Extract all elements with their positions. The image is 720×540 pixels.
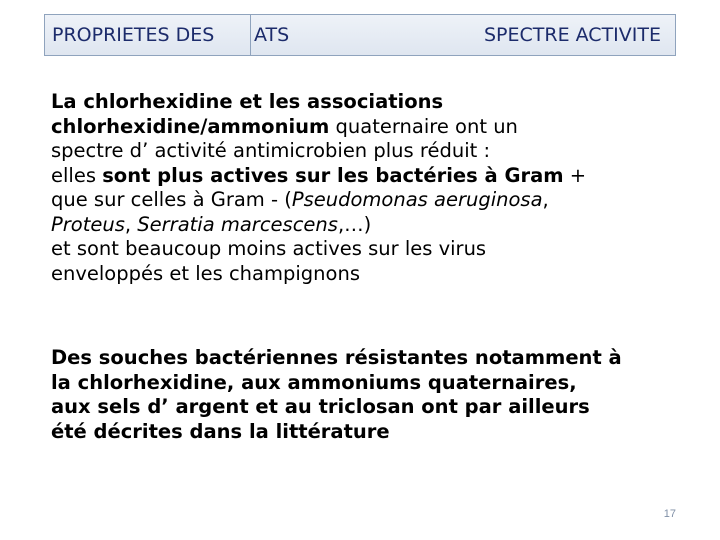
bold-text: été décrites dans la littérature <box>51 419 390 443</box>
plain-text: spectre d’ activité antimicrobien plus réduit : <box>51 139 491 162</box>
header-cell-middle <box>251 15 329 55</box>
plain-text: , <box>542 188 549 211</box>
paragraph-line <box>51 213 586 238</box>
paragraph-line <box>51 420 622 445</box>
resistance-paragraph <box>51 346 622 444</box>
header-left-text-end: ATS <box>254 24 290 46</box>
header-cell-right <box>329 15 675 55</box>
plain-text: elles <box>51 163 103 187</box>
species-name: Proteus <box>51 212 125 236</box>
plain-text: enveloppés et les champignons <box>51 261 360 285</box>
bold-text: sont plus actives sur les bactéries à Gram <box>102 163 564 187</box>
page-number: 17 <box>663 508 676 520</box>
bold-text: chlorhexidine/ammonium <box>51 114 330 138</box>
header-cell-left <box>45 15 251 55</box>
plain-text: ,…) <box>337 212 372 236</box>
paragraph-line <box>51 188 586 213</box>
paragraph-line <box>51 90 586 115</box>
paragraph-line <box>51 139 586 164</box>
paragraph-line <box>51 115 586 140</box>
bold-text: La chlorhexidine et les associations <box>51 90 444 113</box>
plain-text: et sont beaucoup moins actives sur les virus <box>51 237 487 260</box>
plain-text: + <box>563 163 587 187</box>
bold-text: la chlorhexidine, aux ammoniums quaternaires, <box>51 370 577 394</box>
species-name: Pseudomonas aeruginosa <box>291 188 543 211</box>
header-left-text: PROPRIETES DES <box>52 24 215 46</box>
plain-text: , <box>124 212 138 236</box>
slide-header-table <box>44 14 676 56</box>
paragraph-line <box>51 395 622 420</box>
bold-text: Des souches bactériennes résistantes notamment à <box>51 346 622 369</box>
plain-text: quaternaire ont un <box>329 114 518 138</box>
paragraph-line <box>51 237 586 262</box>
bold-text: aux sels d’ argent et au triclosan ont par ailleurs <box>51 395 590 418</box>
header-right-text: SPECTRE ACTIVITE <box>484 24 661 46</box>
species-name: Serratia marcescens <box>137 212 338 236</box>
paragraph-line <box>51 262 586 287</box>
paragraph-line <box>51 371 622 396</box>
paragraph-line <box>51 346 622 371</box>
spectrum-paragraph <box>51 90 586 286</box>
paragraph-line <box>51 164 586 189</box>
plain-text: que sur celles à Gram - ( <box>51 188 292 211</box>
